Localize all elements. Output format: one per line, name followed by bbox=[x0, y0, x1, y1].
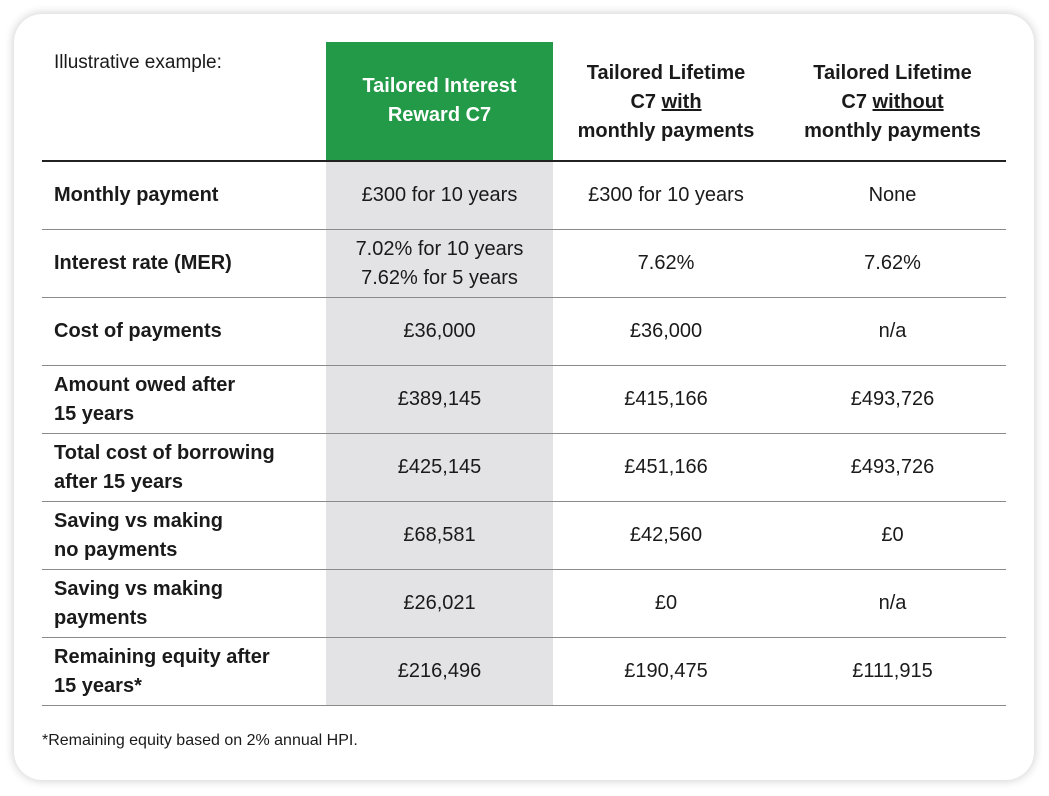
cell-interest-reward bbox=[326, 298, 553, 365]
cell-lifetime-with bbox=[553, 570, 779, 637]
cell-lifetime-without-text: 7.62% bbox=[864, 252, 921, 274]
cell-lifetime-with bbox=[553, 434, 779, 501]
table-row bbox=[42, 162, 1006, 230]
header-a-line2: Reward C7 bbox=[387, 104, 492, 126]
row-label-text: Saving vs making bbox=[54, 509, 223, 532]
cell-interest-reward-text: 7.62% for 5 years bbox=[361, 266, 518, 289]
cell-lifetime-without bbox=[779, 638, 1006, 705]
row-label bbox=[42, 298, 326, 365]
row-label bbox=[42, 502, 326, 569]
cell-interest-reward-text: £216,496 bbox=[397, 660, 482, 682]
cell-lifetime-with-text: £36,000 bbox=[629, 320, 703, 342]
cell-lifetime-without bbox=[779, 230, 1006, 297]
cell-lifetime-with bbox=[553, 502, 779, 569]
comparison-card bbox=[14, 14, 1034, 780]
row-label-text: Amount owed after bbox=[54, 373, 236, 396]
cell-lifetime-without bbox=[779, 366, 1006, 433]
row-label-text: 15 years* bbox=[54, 674, 142, 697]
cell-lifetime-without-text: n/a bbox=[878, 592, 907, 614]
row-label bbox=[42, 570, 326, 637]
row-label-text: 15 years bbox=[54, 402, 135, 425]
cell-lifetime-without-text: £493,726 bbox=[850, 388, 935, 410]
header-tailored-lifetime-with bbox=[553, 42, 779, 160]
row-label-text: no payments bbox=[54, 538, 178, 561]
header-tailored-interest-reward bbox=[326, 42, 553, 160]
cell-interest-reward-text: 7.02% for 10 years bbox=[355, 237, 524, 260]
header-a-line1: Tailored Interest bbox=[362, 75, 517, 97]
table-row bbox=[42, 366, 1006, 434]
table-row bbox=[42, 230, 1006, 298]
cell-lifetime-with-text: £190,475 bbox=[624, 660, 708, 682]
cell-lifetime-without bbox=[779, 298, 1006, 365]
table-row bbox=[42, 434, 1006, 502]
row-label-text: Monthly payment bbox=[54, 184, 219, 206]
table-row bbox=[42, 502, 1006, 570]
row-label-text: Remaining equity after bbox=[54, 645, 270, 668]
cell-interest-reward-text: £425,145 bbox=[397, 456, 482, 478]
cell-interest-reward bbox=[326, 366, 553, 433]
row-label-text: Saving vs making bbox=[54, 577, 223, 600]
cell-interest-reward bbox=[326, 502, 553, 569]
cell-lifetime-without-text: £493,726 bbox=[850, 456, 935, 478]
cell-interest-reward bbox=[326, 230, 553, 297]
cell-lifetime-without bbox=[779, 434, 1006, 501]
cell-lifetime-without bbox=[779, 162, 1006, 229]
header-b-line2-underlined: with bbox=[661, 91, 702, 113]
comparison-table bbox=[42, 42, 1006, 706]
header-c-line2-underlined: without bbox=[872, 91, 944, 113]
row-label bbox=[42, 638, 326, 705]
header-c-line2-pre: C7 bbox=[841, 91, 873, 113]
cell-lifetime-with-text: £300 for 10 years bbox=[588, 184, 744, 206]
table-row bbox=[42, 298, 1006, 366]
cell-interest-reward-text: £26,021 bbox=[403, 592, 476, 614]
cell-interest-reward bbox=[326, 570, 553, 637]
row-label-text: Cost of payments bbox=[54, 320, 222, 342]
row-label-text: Total cost of borrowing bbox=[54, 441, 275, 464]
cell-lifetime-without-text: None bbox=[868, 184, 917, 206]
cell-lifetime-without-text: £0 bbox=[881, 524, 904, 546]
cell-lifetime-with-text: £0 bbox=[654, 592, 678, 614]
cell-interest-reward bbox=[326, 162, 553, 229]
cell-interest-reward-text: £300 for 10 years bbox=[361, 184, 518, 206]
cell-lifetime-with bbox=[553, 230, 779, 297]
cell-lifetime-with-text: £42,560 bbox=[629, 524, 703, 546]
cell-interest-reward bbox=[326, 638, 553, 705]
header-b-line1: Tailored Lifetime bbox=[586, 62, 746, 84]
row-label bbox=[42, 366, 326, 433]
cell-interest-reward-text: £36,000 bbox=[403, 320, 476, 342]
header-c-line3: monthly payments bbox=[804, 120, 981, 142]
row-label-text: payments bbox=[54, 606, 148, 629]
cell-lifetime-without-text: n/a bbox=[878, 320, 907, 342]
row-label bbox=[42, 162, 326, 229]
cell-interest-reward-text: £389,145 bbox=[397, 388, 482, 410]
cell-lifetime-with bbox=[553, 638, 779, 705]
header-b-line3: monthly payments bbox=[577, 120, 755, 142]
cell-interest-reward bbox=[326, 434, 553, 501]
cell-lifetime-with bbox=[553, 298, 779, 365]
footnote: *Remaining equity based on 2% annual HPI. bbox=[42, 732, 358, 749]
row-label bbox=[42, 230, 326, 297]
row-label-text: Interest rate (MER) bbox=[54, 252, 232, 274]
cell-lifetime-with-text: £415,166 bbox=[624, 388, 708, 410]
cell-interest-reward-text: £68,581 bbox=[403, 524, 476, 546]
cell-lifetime-without-text: £111,915 bbox=[852, 660, 933, 682]
header-tailored-lifetime-without bbox=[779, 42, 1006, 160]
intro-label: Illustrative example: bbox=[54, 52, 222, 73]
table-row bbox=[42, 570, 1006, 638]
header-b-line2-pre: C7 bbox=[630, 91, 662, 113]
table-row bbox=[42, 638, 1006, 706]
table-body bbox=[42, 162, 1006, 706]
cell-lifetime-with-text: 7.62% bbox=[637, 252, 695, 274]
row-label-text: after 15 years bbox=[54, 470, 183, 493]
cell-lifetime-with bbox=[553, 162, 779, 229]
cell-lifetime-without bbox=[779, 502, 1006, 569]
cell-lifetime-without bbox=[779, 570, 1006, 637]
header-c-line1: Tailored Lifetime bbox=[813, 62, 972, 84]
cell-lifetime-with bbox=[553, 366, 779, 433]
row-label bbox=[42, 434, 326, 501]
cell-lifetime-with-text: £451,166 bbox=[624, 456, 708, 478]
table-header bbox=[42, 42, 1006, 162]
